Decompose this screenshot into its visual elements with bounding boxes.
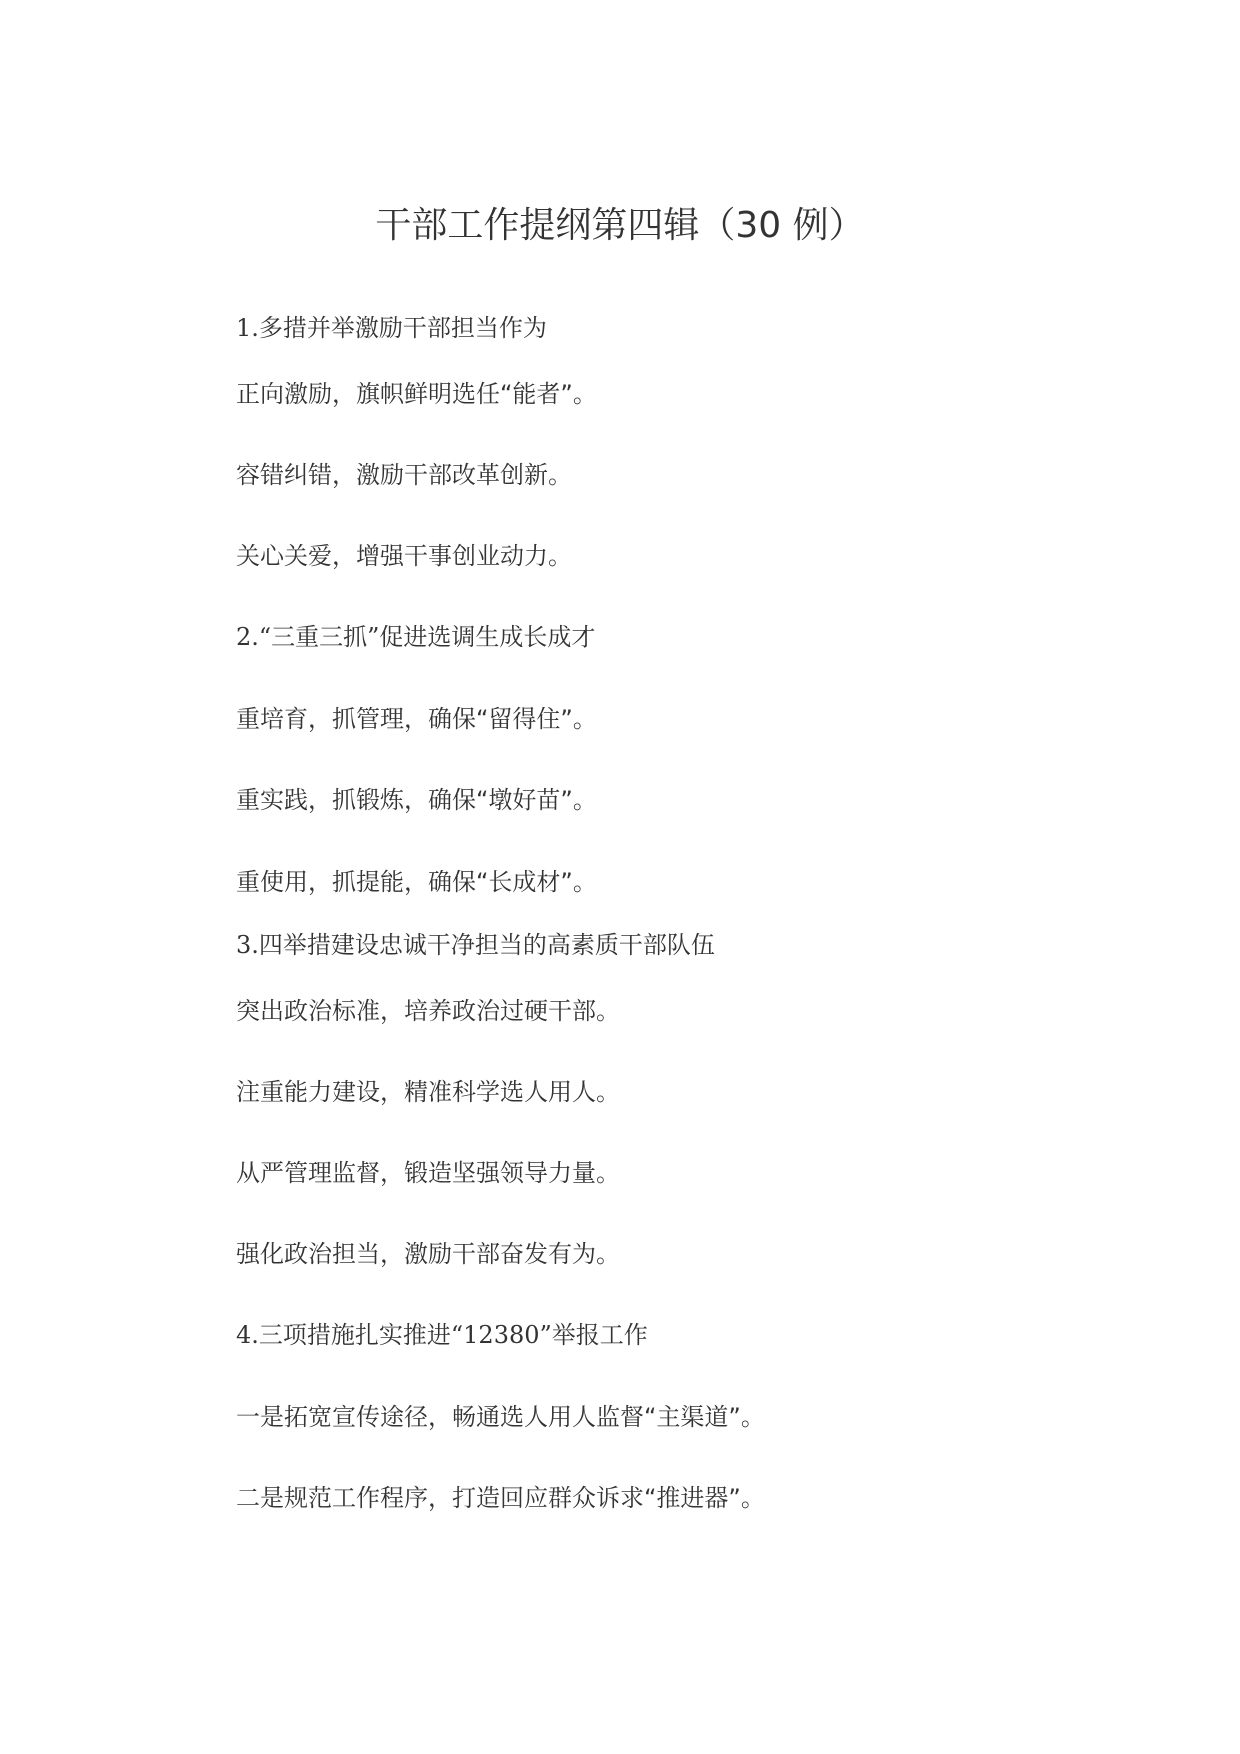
- section-1-item-2: 容错纠错，激励干部改革创新。: [236, 461, 572, 489]
- section-heading-3: 3.四举措建设忠诚干净担当的高素质干部队伍: [236, 931, 715, 959]
- section-1-item-3: 关心关爱，增强干事创业动力。: [236, 542, 572, 570]
- section-heading-2: 2.“三重三抓”促进选调生成长成才: [236, 623, 596, 651]
- section-4-item-1: 一是拓宽宣传途径，畅通选人用人监督“主渠道”。: [236, 1403, 765, 1431]
- section-4-item-2: 二是规范工作程序，打造回应群众诉求“推进器”。: [236, 1484, 765, 1512]
- section-2-item-1: 重培育，抓管理，确保“留得住”。: [236, 705, 597, 733]
- section-heading-4: 4.三项措施扎实推进“12380”举报工作: [236, 1321, 648, 1349]
- section-2-item-3: 重使用，抓提能，确保“长成材”。: [236, 868, 597, 896]
- section-3-item-3: 从严管理监督，锻造坚强领导力量。: [236, 1159, 620, 1187]
- section-1-item-1: 正向激励，旗帜鲜明选任“能者”。: [236, 380, 597, 408]
- section-3-item-4: 强化政治担当，激励干部奋发有为。: [236, 1240, 620, 1268]
- section-heading-1: 1.多措并举激励干部担当作为: [236, 314, 547, 342]
- document-title: 干部工作提纲第四辑（30 例）: [375, 205, 865, 246]
- section-3-item-1: 突出政治标准，培养政治过硬干部。: [236, 997, 620, 1025]
- section-3-item-2: 注重能力建设，精准科学选人用人。: [236, 1078, 620, 1106]
- section-2-item-2: 重实践，抓锻炼，确保“墩好苗”。: [236, 786, 597, 814]
